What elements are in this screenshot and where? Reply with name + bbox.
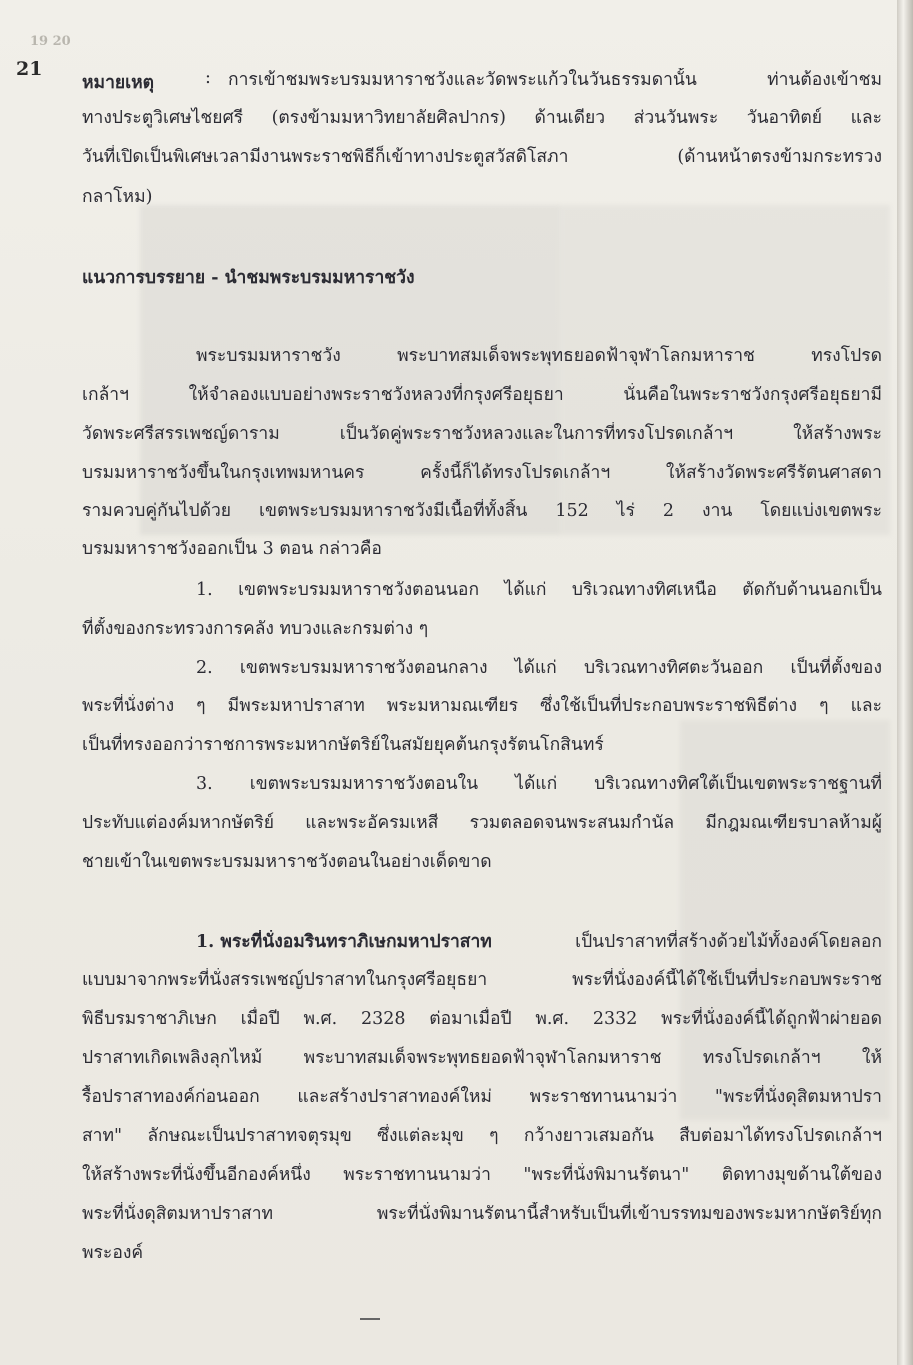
bleed-page-number: 19 20 xyxy=(30,34,71,49)
note-label: หมายเหตุ xyxy=(82,73,155,93)
note-colon: : xyxy=(205,68,211,88)
body-line: เกล้าฯ ให้จำลองแบบอย่างพระราชวังหลวงที่กรุงศรีอยุธยา นั่นคือในพระราชวังกรุงศรีอยุธยามี xyxy=(82,385,882,405)
zone-line: ที่ตั้งของกระทรวงการคลัง ทบวงและกรมต่าง ๆ xyxy=(82,619,429,639)
zone-line: พระที่นั่งต่าง ๆ มีพระมหาปราสาท พระมหามณเฑียร ซึ่งใช้เป็นที่ประกอบพระราชพิธีต่าง ๆ และ xyxy=(82,696,882,716)
body-line: ให้สร้างพระที่นั่งขึ้นอีกองค์หนึ่ง พระราชทานนามว่า "พระที่นั่งพิมานรัตนา" ติดทางมุขด้านใต้ของ xyxy=(82,1165,882,1185)
zone-line: 1. เขตพระบรมมหาราชวังตอนนอก ได้แก่ บริเวณทางทิศเหนือ ตัดกับด้านนอกเป็น xyxy=(196,580,882,600)
body-line: บรมมหาราชวังขึ้นในกรุงเทพมหานคร ครั้งนี้ก็ได้ทรงโปรดเกล้าฯ ให้สร้างวัดพระศรีรัตนศาสดา xyxy=(82,463,882,483)
subsection-title: 1. พระที่นั่งอมรินทราภิเษกมหาปราสาท xyxy=(196,932,492,952)
body-line: พิธีบรมราชาภิเษก เมื่อปี พ.ศ. 2328 ต่อมาเมื่อปี พ.ศ. 2332 พระที่นั่งองค์นี้ได้ถูกฟ้าผ่ายอด xyxy=(82,1009,882,1029)
zone-line: เป็นที่ทรงออกว่าราชการพระมหากษัตริย์ในสมัยยุคต้นกรุงรัตนโกสินทร์ xyxy=(82,735,604,755)
body-line: พระที่นั่งดุสิตมหาปราสาท พระที่นั่งพิมานรัตนานี้สำหรับเป็นที่เข้าบรรทมของพระมหากษัตริย์ทุก xyxy=(82,1204,882,1224)
page-number: 21 xyxy=(16,58,43,80)
note-line: การเข้าชมพระบรมมหาราชวังและวัดพระแก้วในวันธรรมดานั้น ท่านต้องเข้าชม xyxy=(228,70,882,90)
zone-line: 2. เขตพระบรมมหาราชวังตอนกลาง ได้แก่ บริเวณทางทิศตะวันออก เป็นที่ตั้งของ xyxy=(196,658,882,678)
section-heading: แนวการบรรยาย - นำชมพระบรมมหาราชวัง xyxy=(82,268,415,288)
body-line: ปราสาทเกิดเพลิงลุกไหม้ พระบาทสมเด็จพระพุทธยอดฟ้าจุฬาโลกมหาราช ทรงโปรดเกล้าฯ ให้ xyxy=(82,1048,882,1068)
body-line: แบบมาจากพระที่นั่งสรรเพชญ์ปราสาทในกรุงศรีอยุธยา พระที่นั่งองค์นี้ได้ใช้เป็นที่ประกอบพระราช xyxy=(82,970,882,990)
footer-mark xyxy=(360,1318,380,1320)
note-line: ทางประตูวิเศษไชยศรี (ตรงข้ามมหาวิทยาลัยศิลปากร) ด้านเดียว ส่วนวันพระ วันอาทิตย์ และ xyxy=(82,108,882,128)
body-line: พระบรมมหาราชวัง พระบาทสมเด็จพระพุทธยอดฟ้าจุฬาโลกมหาราช ทรงโปรด xyxy=(196,346,882,366)
zone-line: 3. เขตพระบรมมหาราชวังตอนใน ได้แก่ บริเวณทางทิศใต้เป็นเขตพระราชฐานที่ xyxy=(196,774,882,794)
body-line: รามควบคู่กันไปด้วย เขตพระบรมมหาราชวังมีเนื้อที่ทั้งสิ้น 152 ไร่ 2 งาน โดยแบ่งเขตพระ xyxy=(82,501,882,521)
show-through-image xyxy=(140,205,560,535)
body-line: สาท" ลักษณะเป็นปราสาทจตุรมุข ซึ่งแต่ละมุข ๆ กว้างยาวเสมอกัน สืบต่อมาได้ทรงโปรดเกล้าฯ xyxy=(82,1126,882,1146)
subsection-first-rest: เป็นปราสาทที่สร้างด้วยไม้ทั้งองค์โดยลอก xyxy=(575,932,882,952)
page-edge xyxy=(897,0,913,1365)
body-line: บรมมหาราชวังออกเป็น 3 ตอน กล่าวคือ xyxy=(82,539,382,559)
show-through-image xyxy=(560,205,890,535)
zone-line: ประทับแต่องค์มหากษัตริย์ และพระอัครมเหสี รวมตลอดจนพระสนมกำนัล มีกฎมณเฑียรบาลห้ามผู้ xyxy=(82,813,882,833)
zone-line: ชายเข้าในเขตพระบรมมหาราชวังตอนในอย่างเด็ดขาด xyxy=(82,852,492,872)
note-line: กลาโหม) xyxy=(82,187,153,207)
body-line: วัดพระศรีสรรเพชญ์ดาราม เป็นวัดคู่พระราชวังหลวงและในการที่ทรงโปรดเกล้าฯ ให้สร้างพระ xyxy=(82,424,882,444)
note-line: วันที่เปิดเป็นพิเศษเวลามีงานพระราชพิธีก็เข้าทางประตูสวัสดิโสภา (ด้านหน้าตรงข้ามกระทรวง xyxy=(82,147,882,167)
body-line: พระองค์ xyxy=(82,1243,144,1263)
subsection-first-line xyxy=(196,930,882,954)
body-line: รื้อปราสาทองค์ก่อนออก และสร้างปราสาทองค์ใหม่ พระราชทานนามว่า "พระที่นั่งดุสิตมหาปรา xyxy=(82,1087,882,1107)
